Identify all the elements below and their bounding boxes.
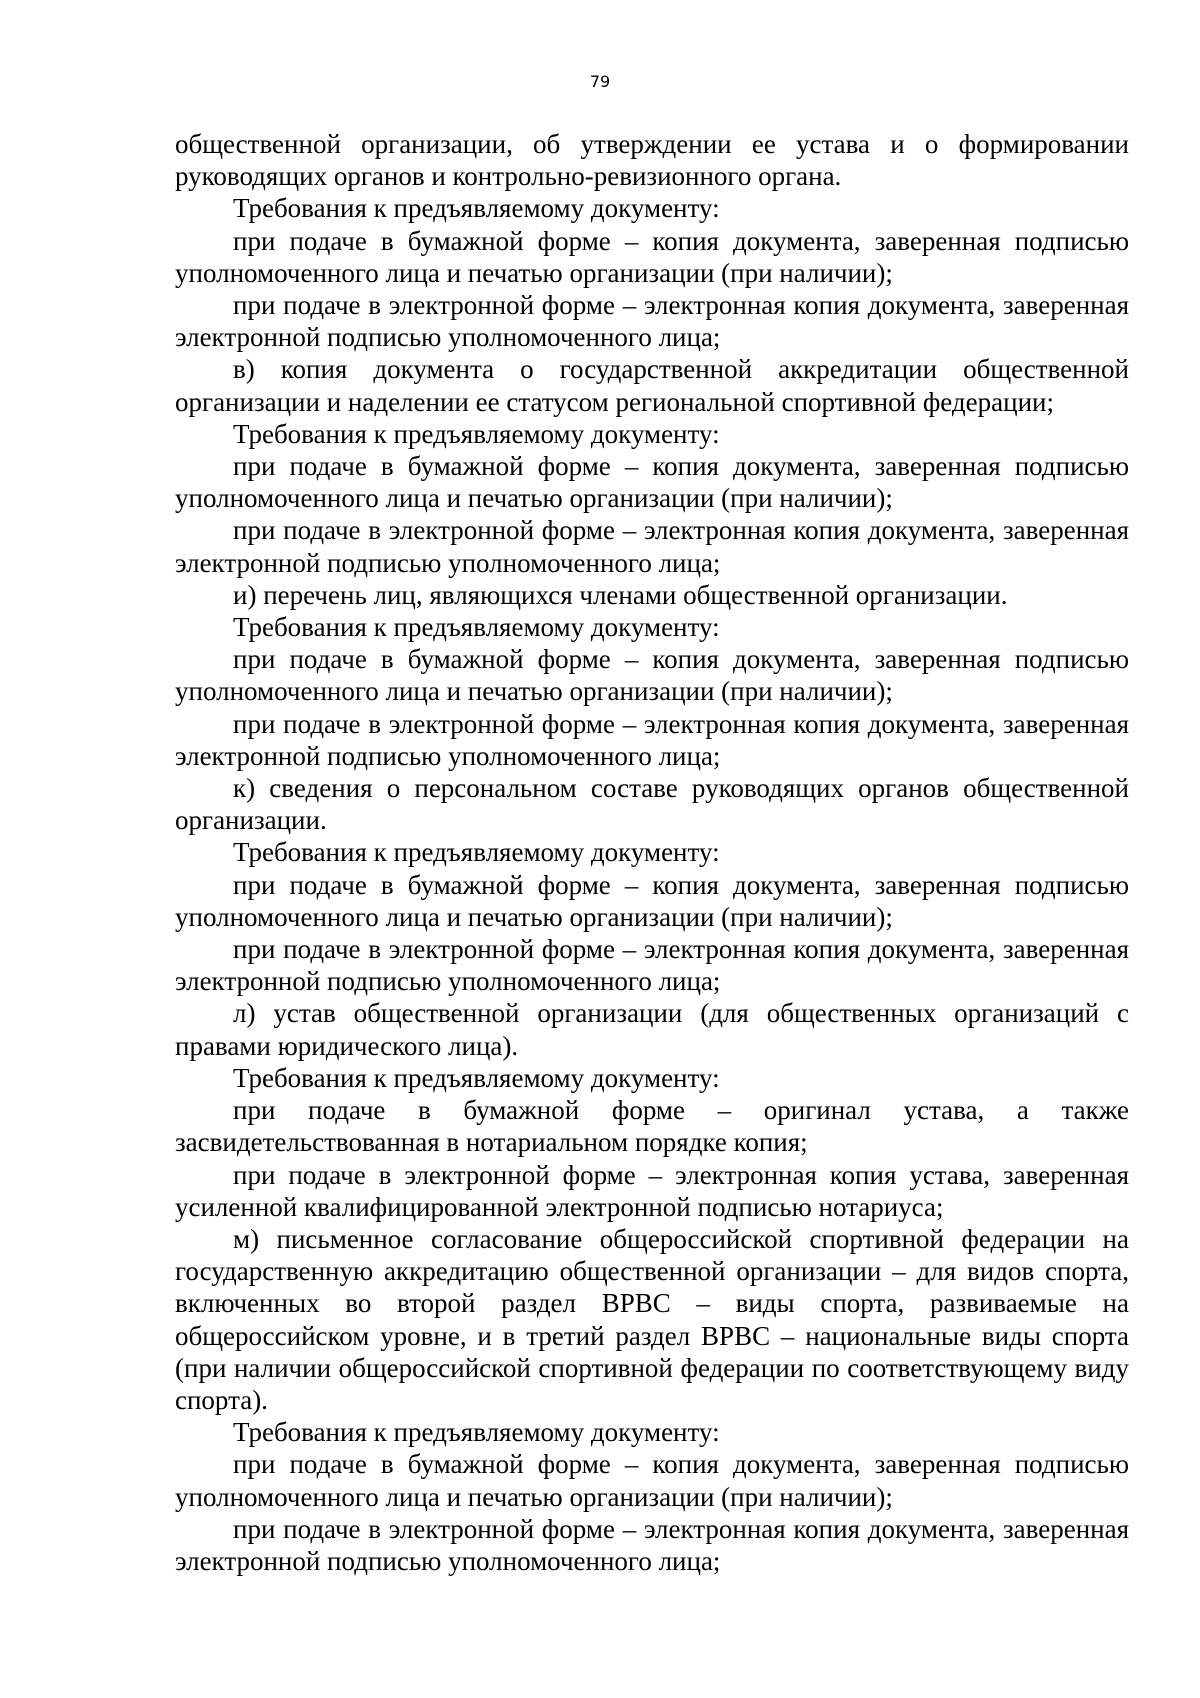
paragraph-requirements-heading: Требования к предъявляемому документу: — [233, 1062, 720, 1093]
paragraph-requirements-heading: Требования к предъявляемому документу: — [233, 418, 720, 449]
page-number: 79 — [589, 72, 611, 91]
paragraph-item-i: и) перечень лиц, являющихся членами общественной организации. — [233, 579, 1008, 610]
paragraph-electronic-form: при подаче в электронной форме – электронная копия устава, заверенная усиленной квалифицированной электронной подписью нотариуса; — [175, 1159, 1129, 1222]
paragraph-requirements-heading: Требования к предъявляемому документу: — [233, 1417, 720, 1448]
paragraph-paper-form: при подаче в бумажной форме – копия документа, заверенная подписью уполномоченного лица и печатью организации (при наличии); — [175, 644, 1129, 707]
paragraph-item-k: к) сведения о персональном составе руководящих органов общественной организации. — [175, 773, 1129, 836]
paragraph-continuation: общественной организации, об утверждении ее устава и о формировании руководящих органов и контрольно-ревизионного органа. — [175, 129, 1129, 192]
paragraph-paper-form: при подаче в бумажной форме – копия документа, заверенная подписью уполномоченного лица и печатью организации (при наличии); — [175, 225, 1129, 288]
paragraph-item-v: в) копия документа о государственной аккредитации общественной организации и наделении ее статусом региональной спортивной федерации; — [175, 354, 1129, 417]
paragraph-requirements-heading: Требования к предъявляемому документу: — [233, 837, 720, 868]
paragraph-electronic-form: при подаче в электронной форме – электронная копия документа, заверенная электронной подписью уполномоченного лица; — [175, 515, 1129, 578]
paragraph-paper-form: при подаче в бумажной форме – копия документа, заверенная подписью уполномоченного лица и печатью организации (при наличии); — [175, 869, 1129, 932]
paragraph-paper-form: при подаче в бумажной форме – копия документа, заверенная подписью уполномоченного лица и печатью организации (при наличии); — [175, 1449, 1129, 1512]
paragraph-paper-form: при подаче в бумажной форме – оригинал устава, а также засвидетельствованная в нотариальном порядке копия; — [175, 1095, 1129, 1158]
paragraph-electronic-form: при подаче в электронной форме – электронная копия документа, заверенная электронной подписью уполномоченного лица; — [175, 290, 1129, 353]
paragraph-paper-form: при подаче в бумажной форме – копия документа, заверенная подписью уполномоченного лица и печатью организации (при наличии); — [175, 451, 1129, 514]
paragraph-requirements-heading: Требования к предъявляемому документу: — [233, 612, 720, 643]
paragraph-electronic-form: при подаче в электронной форме – электронная копия документа, заверенная электронной подписью уполномоченного лица; — [175, 708, 1129, 771]
paragraph-requirements-heading: Требования к предъявляемому документу: — [233, 193, 720, 224]
document-body — [175, 128, 1129, 1577]
paragraph-item-m: м) письменное согласование общероссийской спортивной федерации на государственную аккредитацию общественной организации – для видов спорта, включенных во второй раздел ВРВС – виды спорта, развиваемые на общероссийском уровне, и в третий раздел ВРВС – национальные виды спорта (при наличии общероссийской спортивной федерации по соответствующему виду спорта). — [175, 1223, 1129, 1415]
paragraph-electronic-form: при подаче в электронной форме – электронная копия документа, заверенная электронной подписью уполномоченного лица; — [175, 1513, 1129, 1576]
paragraph-electronic-form: при подаче в электронной форме – электронная копия документа, заверенная электронной подписью уполномоченного лица; — [175, 934, 1129, 997]
paragraph-item-l: л) устав общественной организации (для общественных организаций с правами юридического лица). — [175, 998, 1129, 1061]
